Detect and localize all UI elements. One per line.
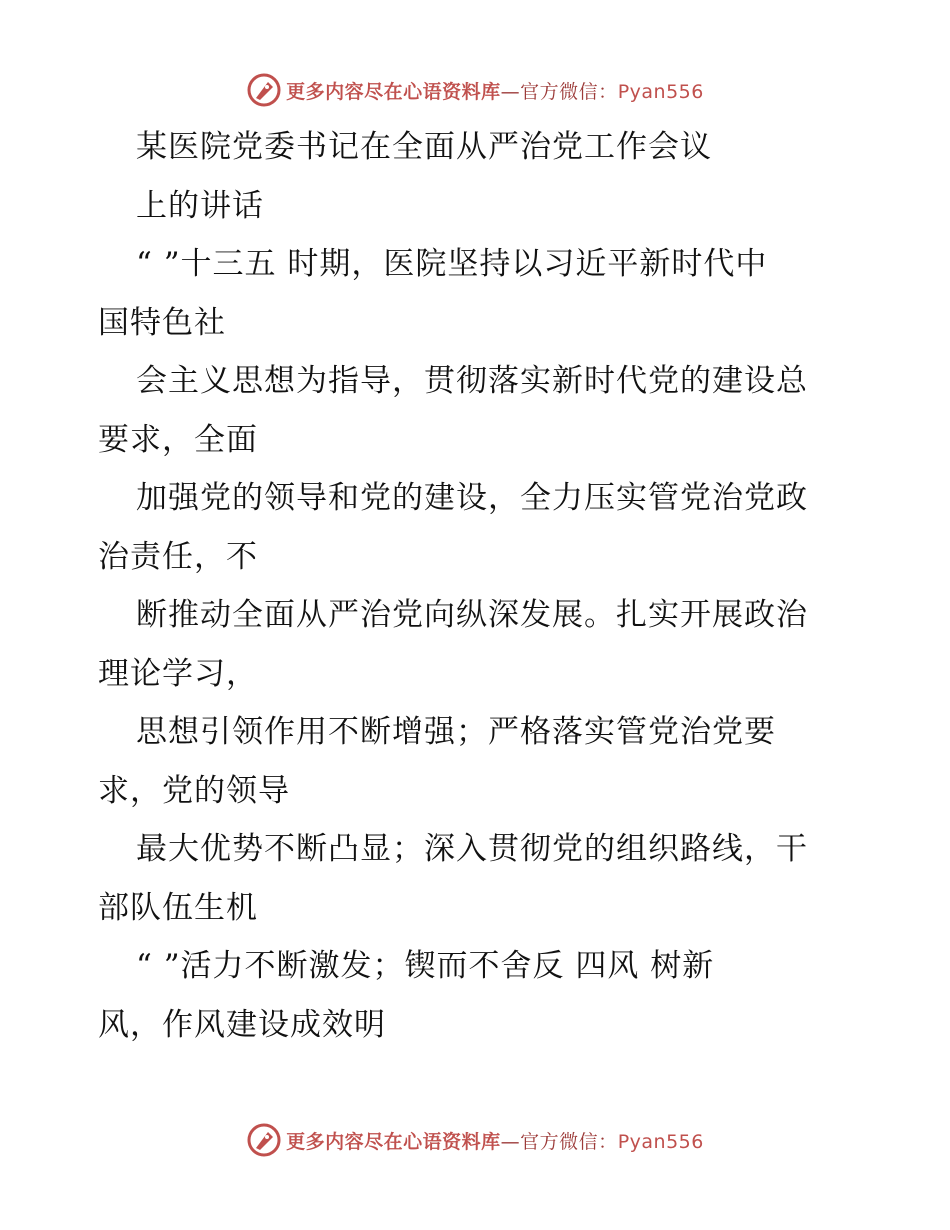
doc-text-line: 加强党的领导和党的建设，全力压实管党治党政 [136,480,808,516]
banner-wechat-label: —官方微信： [500,1130,618,1153]
banner-site-name: 更多内容尽在心语资料库 [286,80,501,103]
doc-title-line: 某医院党委书记在全面从严治党工作会议 [136,129,712,165]
doc-text-line: 求，党的领导 [98,772,290,809]
banner-wechat-id: Pyan556 [617,1130,704,1153]
doc-text-line: 风，作风建设成效明 [98,1006,386,1043]
doc-text-line: 最大优势不断凸显；深入贯彻党的组织路线，干 [136,831,808,867]
doc-text-line: 国特色社 [98,304,226,341]
doc-text-line: “ ”十三五 时期，医院坚持以习近平新时代中 [136,246,768,282]
doc-text-line: 要求，全面 [98,421,258,458]
doc-text-line: 部队伍生机 [98,889,258,926]
pen-nib-seal-icon [246,1122,282,1158]
banner-text [286,77,704,104]
doc-title-line: 上的讲话 [136,187,264,224]
document-body [98,118,868,1054]
doc-text-line: 断推动全面从严治党向纵深发展。扎实开展政治 [136,597,808,633]
banner-wechat-id: Pyan556 [617,80,704,103]
doc-text-line: 治责任，不 [98,538,258,575]
banner-wechat-label: —官方微信： [500,80,618,103]
doc-text-line: “ ”活力不断激发；锲而不舍反 四风 树新 [136,948,715,984]
banner-text [286,1127,704,1154]
footer-banner [0,1118,950,1162]
banner-site-name: 更多内容尽在心语资料库 [286,1130,501,1153]
header-banner [0,68,950,112]
pen-nib-seal-icon [246,72,282,108]
doc-text-line: 思想引领作用不断增强；严格落实管党治党要 [136,714,776,750]
doc-text-line: 理论学习， [98,655,258,692]
doc-text-line: 会主义思想为指导，贯彻落实新时代党的建设总 [136,363,808,399]
